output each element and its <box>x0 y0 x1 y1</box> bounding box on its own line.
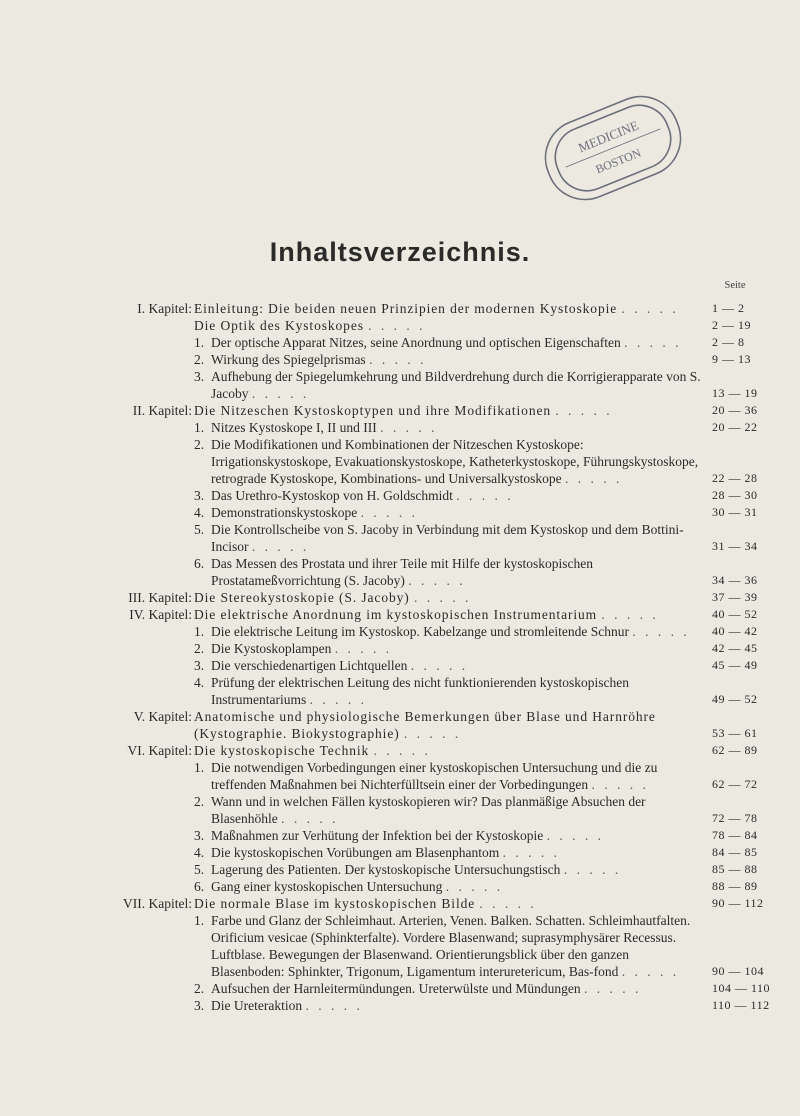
toc-main-entry <box>194 708 704 742</box>
page-range: 13 — 19 <box>712 386 758 400</box>
table-of-contents <box>0 300 800 1014</box>
page-range: 42 — 45 <box>712 641 758 655</box>
entry-text: Aufhebung der Spiegelumkehrung und Bildverdrehung durch die Korrigierapparate von S. Jacoby <box>211 369 701 401</box>
toc-sub-entry <box>194 436 704 487</box>
entry-text: Der optische Apparat Nitzes, seine Anordnung und optischen Eigenschaften <box>211 335 625 350</box>
entry-text: Gang einer kystoskopischen Untersuchung <box>211 879 446 894</box>
toc-row <box>0 606 800 623</box>
entry-number: 2. <box>194 641 205 656</box>
toc-main-entry <box>194 402 704 419</box>
entry-number: 2. <box>194 437 205 452</box>
entry-number: 1. <box>194 624 205 639</box>
entry-text: Aufsuchen der Harnleitermündungen. Ureterwülste und Mündungen <box>211 981 585 996</box>
toc-row <box>0 640 800 657</box>
stamp-text-bottom: BOSTON <box>593 145 644 177</box>
stamp-text-top: MEDICINE <box>576 117 641 156</box>
leader-dots: . . . . . <box>456 488 514 503</box>
toc-row <box>0 368 800 402</box>
stamp-graphic <box>520 86 706 210</box>
toc-sub-entry <box>194 640 704 657</box>
entry-text: Die kystoskopischen Vorübungen am Blasenphantom <box>211 845 503 860</box>
toc-main-entry <box>194 317 704 334</box>
toc-row <box>0 589 800 606</box>
toc-row <box>0 487 800 504</box>
entry-text: Die Modifikationen und Kombinationen der Nitzeschen Kystoskope: Irrigationskystoskope, Evakuationskystoskope, Katheterkystoskope, Führungskystoskope, retrograde Kystoskope, Kombinations- und Universalkystoskope <box>211 437 699 486</box>
entry-text: Die kystoskopische Technik <box>194 743 374 758</box>
toc-row <box>0 504 800 521</box>
toc-row <box>0 708 800 742</box>
leader-dots: . . . . . <box>563 862 622 877</box>
toc-row <box>0 997 800 1014</box>
leader-dots: . . . . . <box>621 301 679 316</box>
page-title: Inhaltsverzeichnis. <box>269 237 531 267</box>
toc-sub-entry <box>194 912 704 980</box>
entry-text: Die elektrische Anordnung im kystoskopischen Instrumentarium <box>194 607 602 622</box>
entry-number: 6. <box>194 879 205 894</box>
page-range: 110 — 112 <box>712 998 770 1012</box>
entry-text: Die Stereokystoskopie (S. Jacoby) <box>194 590 414 605</box>
page-range: 88 — 89 <box>712 879 758 893</box>
toc-sub-entry <box>194 555 704 589</box>
entry-text: Einleitung: Die beiden neuen Prinzipien der modernen Kystoskopie <box>194 301 622 316</box>
toc-sub-entry <box>194 334 704 351</box>
chapter-label: III. Kapitel: <box>128 590 192 605</box>
toc-row <box>0 317 800 334</box>
leader-dots: . . . . . <box>564 471 623 486</box>
page-range: 40 — 52 <box>712 607 758 621</box>
leader-dots: . . . . . <box>373 743 431 758</box>
entry-number: 2. <box>194 981 205 996</box>
leader-dots: . . . . . <box>591 777 649 792</box>
page-range: 1 — 2 <box>712 301 745 315</box>
page-range: 78 — 84 <box>712 828 758 842</box>
entry-text: Die Nitzeschen Kystoskoptypen und ihre Modifikationen <box>194 403 556 418</box>
page-range: 9 — 13 <box>712 352 751 366</box>
page-range: 31 — 34 <box>712 539 758 553</box>
leader-dots: . . . . . <box>584 981 642 996</box>
toc-row <box>0 436 800 487</box>
entry-number: 4. <box>194 675 205 690</box>
leader-dots: . . . . . <box>408 573 466 588</box>
toc-row <box>0 980 800 997</box>
toc-row <box>0 402 800 419</box>
entry-text: Wirkung des Spiegelprismas <box>211 352 370 367</box>
entry-number: 4. <box>194 845 205 860</box>
entry-text: Die Kontrollscheibe von S. Jacoby in Verbindung mit dem Kystoskop und dem Bottini-Incisor <box>211 522 684 554</box>
leader-dots: . . . . . <box>546 828 605 843</box>
page-range: 28 — 30 <box>712 488 758 502</box>
entry-text: Nitzes Kystoskope I, II und III <box>211 420 381 435</box>
page-range: 72 — 78 <box>712 811 758 825</box>
toc-row <box>0 878 800 895</box>
page-range: 53 — 61 <box>712 726 758 740</box>
entry-number: 2. <box>194 352 205 367</box>
entry-number: 5. <box>194 862 205 877</box>
toc-sub-entry <box>194 861 704 878</box>
toc-row <box>0 419 800 436</box>
entry-text: Lagerung des Patienten. Der kystoskopische Untersuchungstisch <box>211 862 564 877</box>
leader-dots: . . . . . <box>410 658 469 673</box>
leader-dots: . . . . . <box>632 624 690 639</box>
page-range: 62 — 72 <box>712 777 758 791</box>
entry-number: 3. <box>194 369 205 384</box>
entry-text: Die Optik des Kystoskopes <box>194 318 369 333</box>
entry-number: 1. <box>194 760 205 775</box>
toc-row <box>0 895 800 912</box>
chapter-label: V. Kapitel: <box>133 709 192 724</box>
toc-row <box>0 351 800 368</box>
page-range: 20 — 36 <box>712 403 758 417</box>
leader-dots: . . . . . <box>305 998 363 1013</box>
leader-dots: . . . . . <box>334 641 393 656</box>
page-range: 45 — 49 <box>712 658 758 672</box>
page-range: 2 — 19 <box>712 318 751 332</box>
leader-dots: . . . . . <box>621 964 680 979</box>
toc-row <box>0 861 800 878</box>
toc-sub-entry <box>194 997 704 1014</box>
toc-sub-entry <box>194 759 704 793</box>
page-range: 62 — 89 <box>712 743 758 757</box>
leader-dots: . . . . . <box>251 539 310 554</box>
toc-main-entry <box>194 606 704 623</box>
entry-text: Maßnahmen zur Verhütung der Infektion bei der Kystoskopie <box>211 828 547 843</box>
leader-dots: . . . . . <box>502 845 560 860</box>
leader-dots: . . . . . <box>281 811 339 826</box>
page-range: 22 — 28 <box>712 471 758 485</box>
chapter-label: VII. Kapitel: <box>123 896 192 911</box>
toc-row <box>0 657 800 674</box>
page-range: 85 — 88 <box>712 862 758 876</box>
library-stamp <box>520 86 706 210</box>
leader-dots: . . . . . <box>555 403 613 418</box>
chapter-label: I. Kapitel: <box>137 301 192 316</box>
leader-dots: . . . . . <box>368 318 426 333</box>
leader-dots: . . . . . <box>479 896 537 911</box>
leader-dots: . . . . . <box>413 590 472 605</box>
entry-text: Anatomische und physiologische Bemerkungen über Blase und Harnröhre (Kystographie. Biokystographie) <box>194 709 656 741</box>
toc-sub-entry <box>194 980 704 997</box>
entry-text: Die elektrische Leitung im Kystoskop. Kabelzange und stromleitende Schnur <box>211 624 633 639</box>
toc-sub-entry <box>194 878 704 895</box>
entry-text: Das Urethro-Kystoskop von H. Goldschmidt <box>211 488 457 503</box>
page-range: 90 — 112 <box>712 896 764 910</box>
toc-sub-entry <box>194 504 704 521</box>
entry-text: Wann und in welchen Fällen kystoskopieren wir? Das planmäßige Absuchen der Blasenhöhle <box>211 794 646 826</box>
entry-number: 4. <box>194 505 205 520</box>
toc-sub-entry <box>194 657 704 674</box>
toc-sub-entry <box>194 419 704 436</box>
toc-row <box>0 623 800 640</box>
leader-dots: . . . . . <box>369 352 427 367</box>
toc-sub-entry <box>194 793 704 827</box>
toc-row <box>0 912 800 980</box>
toc-sub-entry <box>194 351 704 368</box>
toc-row <box>0 521 800 555</box>
page-range: 34 — 36 <box>712 573 758 587</box>
entry-text: Die normale Blase im kystoskopischen Bilde <box>194 896 480 911</box>
toc-main-entry <box>194 742 704 759</box>
entry-number: 3. <box>194 998 205 1013</box>
page-range: 37 — 39 <box>712 590 758 604</box>
toc-row <box>0 300 800 317</box>
page-range: 104 — 110 <box>712 981 771 995</box>
page-range: 20 — 22 <box>712 420 758 434</box>
toc-row <box>0 334 800 351</box>
leader-dots: . . . . . <box>251 386 310 401</box>
leader-dots: . . . . . <box>445 879 504 894</box>
page-range: 30 — 31 <box>712 505 758 519</box>
toc-main-entry <box>194 300 704 317</box>
entry-text: Prüfung der elektrischen Leitung des nicht funktionierenden kystoskopischen Instrumentariums <box>211 675 630 707</box>
entry-text: Die verschiedenartigen Lichtquellen <box>211 658 411 673</box>
leader-dots: . . . . . <box>380 420 438 435</box>
entry-number: 3. <box>194 828 205 843</box>
chapter-label: IV. Kapitel: <box>129 607 192 622</box>
entry-number: 1. <box>194 913 205 928</box>
page-range: 49 — 52 <box>712 692 758 706</box>
toc-row <box>0 844 800 861</box>
leader-dots: . . . . . <box>360 505 418 520</box>
entry-number: 1. <box>194 335 205 350</box>
leader-dots: . . . . . <box>601 607 659 622</box>
leader-dots: . . . . . <box>624 335 682 350</box>
toc-row <box>0 827 800 844</box>
page-column-header: Seite <box>724 280 746 291</box>
entry-number: 5. <box>194 522 205 537</box>
toc-row <box>0 674 800 708</box>
entry-text: Demonstrationskystoskope <box>211 505 361 520</box>
toc-row <box>0 555 800 589</box>
page-range: 90 — 104 <box>712 964 764 978</box>
entry-number: 3. <box>194 658 205 673</box>
toc-row <box>0 759 800 793</box>
toc-sub-entry <box>194 844 704 861</box>
toc-main-entry <box>194 895 704 912</box>
entry-text: Farbe und Glanz der Schleimhaut. Arterien, Venen. Balken. Schatten. Schleimhautfalten. Orificium vesicae (Sphinkterfalte). Vordere Blasenwand; suprasymphysärer Recessus. Luftblase. Bewegungen der Blasenwand. Orientierungsblick über den ganzen Blasenboden: Sphinkter, Trigonum, Ligamentum interuretericum, Bas-fond <box>211 913 691 979</box>
toc-sub-entry <box>194 623 704 640</box>
toc-row <box>0 742 800 759</box>
toc-row <box>0 793 800 827</box>
toc-sub-entry <box>194 827 704 844</box>
toc-sub-entry <box>194 674 704 708</box>
toc-main-entry <box>194 589 704 606</box>
leader-dots: . . . . . <box>309 692 367 707</box>
toc-sub-entry <box>194 521 704 555</box>
entry-number: 3. <box>194 488 205 503</box>
entry-text: Die notwendigen Vorbedingungen einer kystoskopischen Untersuchung und die zu treffenden Maßnahmen bei Nichterfülltsein einer der Vorbedingungen <box>211 760 658 792</box>
entry-number: 6. <box>194 556 205 571</box>
chapter-label: II. Kapitel: <box>132 403 192 418</box>
page-range: 84 — 85 <box>712 845 758 859</box>
entry-number: 1. <box>194 420 205 435</box>
toc-sub-entry <box>194 487 704 504</box>
toc-sub-entry <box>194 368 704 402</box>
entry-text: Die Ureteraktion <box>211 998 306 1013</box>
page-range: 40 — 42 <box>712 624 758 638</box>
entry-number: 2. <box>194 794 205 809</box>
leader-dots: . . . . . <box>403 726 462 741</box>
entry-text: Die Kystoskoplampen <box>211 641 335 656</box>
page-range: 2 — 8 <box>712 335 745 349</box>
chapter-label: VI. Kapitel: <box>127 743 192 758</box>
entry-text: Das Messen des Prostata und ihrer Teile mit Hilfe der kystoskopischen Prostatameßvorrichtung (S. Jacoby) <box>211 556 593 588</box>
